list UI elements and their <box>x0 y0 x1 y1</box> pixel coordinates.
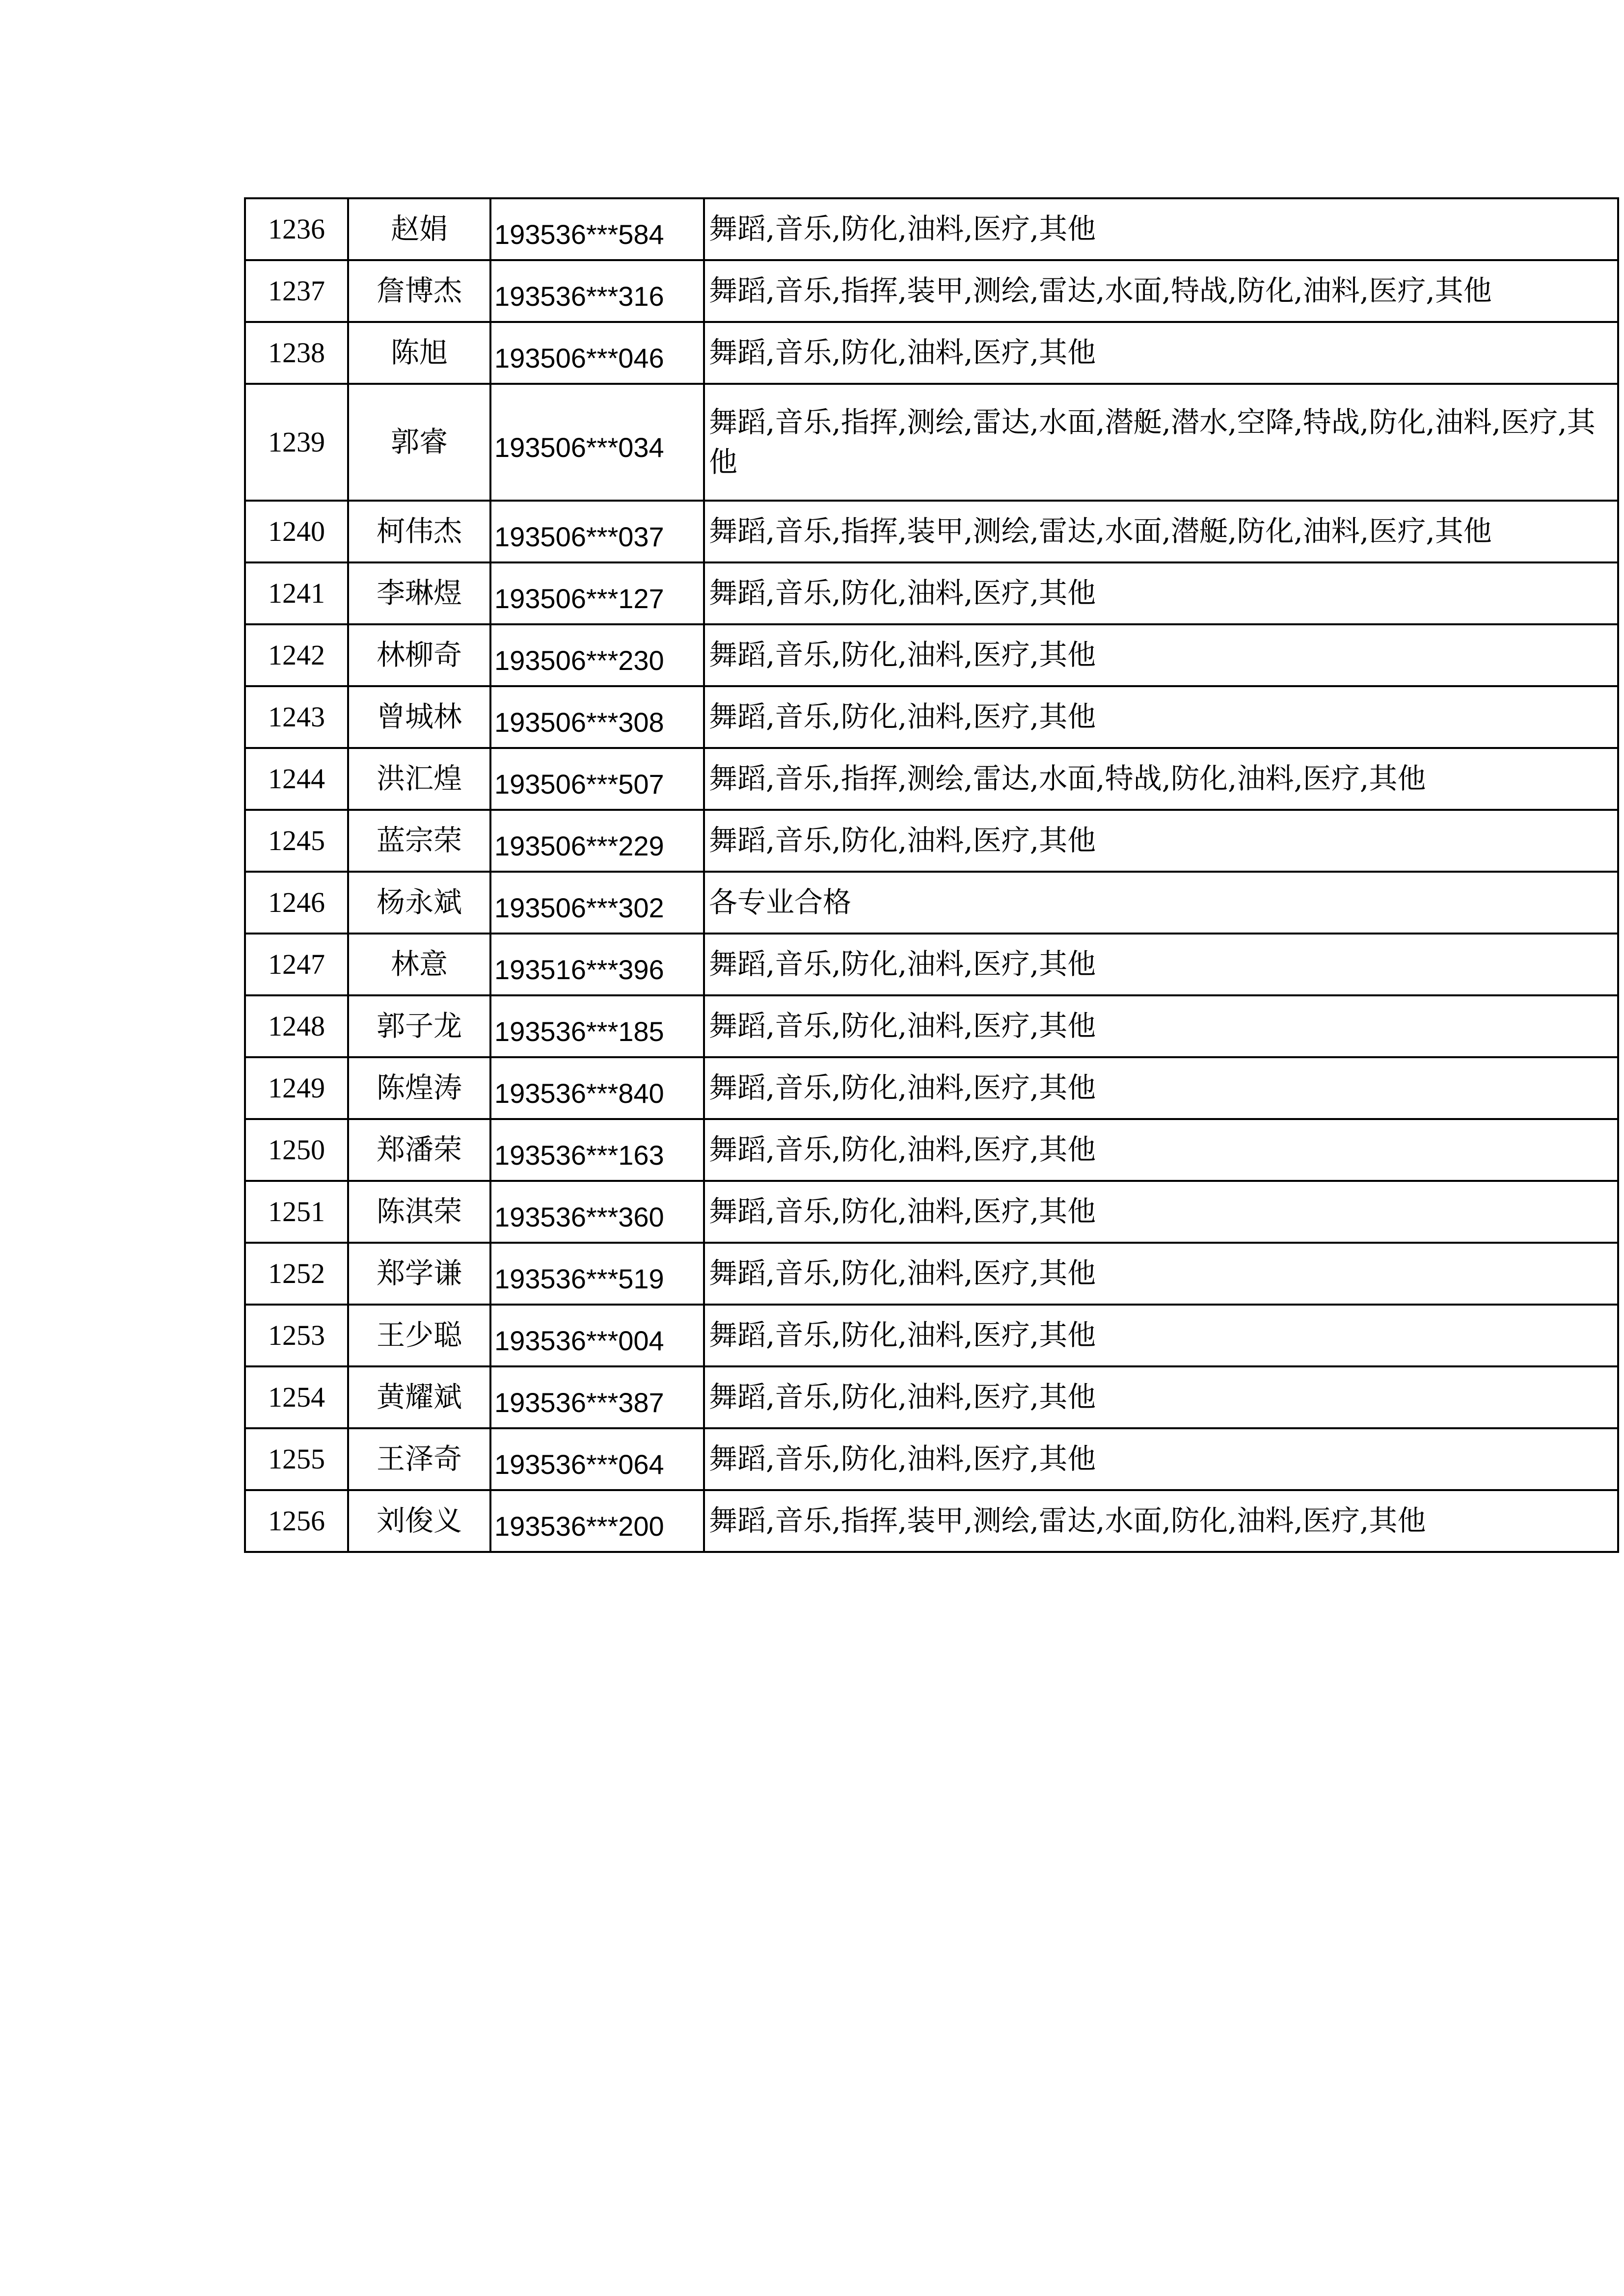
masked-id: 193536***584 <box>490 198 704 260</box>
qualified-specialties: 各专业合格 <box>704 872 1618 934</box>
row-number: 1250 <box>245 1119 348 1181</box>
row-number: 1253 <box>245 1305 348 1366</box>
masked-id: 193536***316 <box>490 260 704 322</box>
table-row <box>245 562 1618 624</box>
qualified-specialties: 舞蹈,音乐,防化,油料,医疗,其他 <box>704 810 1618 872</box>
masked-id: 193506***046 <box>490 322 704 384</box>
table-row <box>245 198 1618 260</box>
row-number: 1244 <box>245 748 348 810</box>
masked-id: 193536***064 <box>490 1428 704 1490</box>
masked-id: 193516***396 <box>490 934 704 995</box>
results-table-body <box>245 198 1618 1552</box>
masked-id: 193506***034 <box>490 384 704 501</box>
table-row <box>245 995 1618 1057</box>
masked-id: 193506***302 <box>490 872 704 934</box>
table-row <box>245 1366 1618 1428</box>
masked-id: 193506***229 <box>490 810 704 872</box>
table-row <box>245 810 1618 872</box>
table-row <box>245 1057 1618 1119</box>
qualified-specialties: 舞蹈,音乐,防化,油料,医疗,其他 <box>704 624 1618 686</box>
table-row <box>245 624 1618 686</box>
person-name: 王泽奇 <box>348 1428 490 1490</box>
qualified-specialties: 舞蹈,音乐,防化,油料,医疗,其他 <box>704 1057 1618 1119</box>
row-number: 1236 <box>245 198 348 260</box>
masked-id: 193506***507 <box>490 748 704 810</box>
table-row <box>245 1181 1618 1243</box>
person-name: 赵娟 <box>348 198 490 260</box>
qualified-specialties: 舞蹈,音乐,指挥,装甲,测绘,雷达,水面,特战,防化,油料,医疗,其他 <box>704 260 1618 322</box>
person-name: 陈淇荣 <box>348 1181 490 1243</box>
person-name: 杨永斌 <box>348 872 490 934</box>
table-row <box>245 872 1618 934</box>
table-row <box>245 748 1618 810</box>
table-row <box>245 1243 1618 1305</box>
qualified-specialties: 舞蹈,音乐,防化,油料,医疗,其他 <box>704 1305 1618 1366</box>
table-row <box>245 934 1618 995</box>
qualified-specialties: 舞蹈,音乐,防化,油料,医疗,其他 <box>704 1366 1618 1428</box>
table-row <box>245 1119 1618 1181</box>
row-number: 1237 <box>245 260 348 322</box>
qualified-specialties: 舞蹈,音乐,防化,油料,医疗,其他 <box>704 562 1618 624</box>
row-number: 1246 <box>245 872 348 934</box>
row-number: 1241 <box>245 562 348 624</box>
qualified-specialties: 舞蹈,音乐,防化,油料,医疗,其他 <box>704 1243 1618 1305</box>
row-number: 1239 <box>245 384 348 501</box>
masked-id: 193536***200 <box>490 1490 704 1552</box>
qualified-specialties: 舞蹈,音乐,防化,油料,医疗,其他 <box>704 934 1618 995</box>
table-row <box>245 322 1618 384</box>
masked-id: 193536***387 <box>490 1366 704 1428</box>
person-name: 林柳奇 <box>348 624 490 686</box>
row-number: 1242 <box>245 624 348 686</box>
masked-id: 193536***163 <box>490 1119 704 1181</box>
person-name: 郭睿 <box>348 384 490 501</box>
qualified-specialties: 舞蹈,音乐,防化,油料,医疗,其他 <box>704 1428 1618 1490</box>
qualified-specialties: 舞蹈,音乐,指挥,装甲,测绘,雷达,水面,潜艇,防化,油料,医疗,其他 <box>704 501 1618 562</box>
person-name: 柯伟杰 <box>348 501 490 562</box>
person-name: 刘俊义 <box>348 1490 490 1552</box>
row-number: 1247 <box>245 934 348 995</box>
qualified-specialties: 舞蹈,音乐,防化,油料,医疗,其他 <box>704 322 1618 384</box>
table-row <box>245 1490 1618 1552</box>
table-row <box>245 1305 1618 1366</box>
qualified-specialties: 舞蹈,音乐,防化,油料,医疗,其他 <box>704 1181 1618 1243</box>
row-number: 1248 <box>245 995 348 1057</box>
masked-id: 193536***185 <box>490 995 704 1057</box>
masked-id: 193506***230 <box>490 624 704 686</box>
masked-id: 193506***127 <box>490 562 704 624</box>
qualified-specialties: 舞蹈,音乐,指挥,装甲,测绘,雷达,水面,防化,油料,医疗,其他 <box>704 1490 1618 1552</box>
person-name: 曾城林 <box>348 686 490 748</box>
person-name: 林意 <box>348 934 490 995</box>
person-name: 洪汇煌 <box>348 748 490 810</box>
row-number: 1252 <box>245 1243 348 1305</box>
masked-id: 193506***037 <box>490 501 704 562</box>
person-name: 蓝宗荣 <box>348 810 490 872</box>
row-number: 1245 <box>245 810 348 872</box>
qualified-specialties: 舞蹈,音乐,指挥,测绘,雷达,水面,特战,防化,油料,医疗,其他 <box>704 748 1618 810</box>
results-table <box>244 197 1619 1553</box>
row-number: 1255 <box>245 1428 348 1490</box>
qualified-specialties: 舞蹈,音乐,防化,油料,医疗,其他 <box>704 1119 1618 1181</box>
row-number: 1243 <box>245 686 348 748</box>
person-name: 李琳煜 <box>348 562 490 624</box>
masked-id: 193536***519 <box>490 1243 704 1305</box>
row-number: 1240 <box>245 501 348 562</box>
person-name: 陈煌涛 <box>348 1057 490 1119</box>
masked-id: 193536***004 <box>490 1305 704 1366</box>
qualified-specialties: 舞蹈,音乐,指挥,测绘,雷达,水面,潜艇,潜水,空降,特战,防化,油料,医疗,其他 <box>704 384 1618 501</box>
qualified-specialties: 舞蹈,音乐,防化,油料,医疗,其他 <box>704 686 1618 748</box>
person-name: 郑学谦 <box>348 1243 490 1305</box>
row-number: 1238 <box>245 322 348 384</box>
person-name: 王少聪 <box>348 1305 490 1366</box>
qualified-specialties: 舞蹈,音乐,防化,油料,医疗,其他 <box>704 198 1618 260</box>
row-number: 1256 <box>245 1490 348 1552</box>
person-name: 黄耀斌 <box>348 1366 490 1428</box>
person-name: 詹博杰 <box>348 260 490 322</box>
qualified-specialties: 舞蹈,音乐,防化,油料,医疗,其他 <box>704 995 1618 1057</box>
table-row <box>245 384 1618 501</box>
masked-id: 193506***308 <box>490 686 704 748</box>
table-row <box>245 1428 1618 1490</box>
masked-id: 193536***360 <box>490 1181 704 1243</box>
row-number: 1251 <box>245 1181 348 1243</box>
masked-id: 193536***840 <box>490 1057 704 1119</box>
person-name: 郑潘荣 <box>348 1119 490 1181</box>
row-number: 1254 <box>245 1366 348 1428</box>
row-number: 1249 <box>245 1057 348 1119</box>
person-name: 郭子龙 <box>348 995 490 1057</box>
table-row <box>245 260 1618 322</box>
table-row <box>245 501 1618 562</box>
table-row <box>245 686 1618 748</box>
person-name: 陈旭 <box>348 322 490 384</box>
